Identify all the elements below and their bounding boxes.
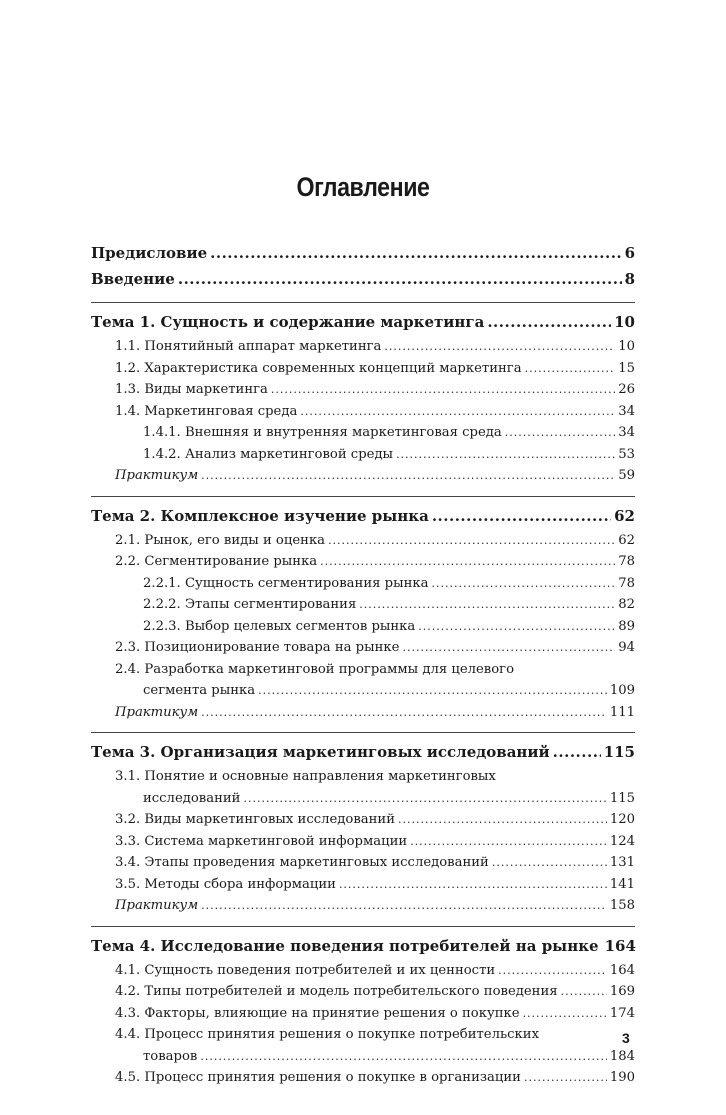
toc-page-number: 131 [609, 855, 635, 870]
toc-item[interactable] [91, 834, 635, 856]
toc-page-number: 53 [618, 446, 635, 462]
toc-page-number: 111 [609, 704, 635, 720]
toc-page-number: 94 [618, 640, 635, 655]
toc-item[interactable] [91, 963, 635, 985]
toc-page-number: 158 [609, 898, 635, 913]
toc-page-number: 6 [624, 244, 635, 262]
dot-leader [359, 598, 615, 611]
toc-page-number: 82 [618, 597, 635, 612]
toc-entry-text: 4.4. Процесс принятия решения о покупке потребительских [115, 1027, 540, 1042]
toc-chapter-2[interactable] [91, 507, 635, 533]
toc-entry-text: 2.2.1. Сущность сегментирования рынка [143, 575, 429, 591]
toc-entry-text: Тема 3. Организация маркетинговых исследований [91, 743, 550, 761]
toc-page-number: 10 [618, 339, 635, 354]
section-divider [91, 732, 635, 733]
toc-subitem[interactable] [91, 619, 635, 641]
toc-item[interactable] [91, 812, 635, 834]
dot-leader [553, 743, 601, 761]
toc-entry-text: 3.3. Система маркетинговой информации [115, 833, 408, 849]
toc-entry-text: 1.4.2. Анализ маркетинговой среды [143, 446, 394, 462]
toc-entry-preface[interactable] [91, 244, 635, 270]
toc-entry-text: 1.3. Виды маркетинга [115, 382, 268, 397]
page-title: Оглавление [296, 172, 430, 202]
toc-entry-text: 1.2. Характеристика современных концепций маркетинга [115, 360, 522, 376]
toc-entry-text: Тема 1. Сущность и содержание маркетинга [91, 313, 485, 331]
toc-subitem[interactable] [91, 597, 635, 619]
toc-item-workshop[interactable] [91, 898, 635, 920]
toc-item[interactable] [91, 1006, 635, 1028]
toc-item[interactable] [91, 533, 635, 555]
dot-leader [339, 878, 607, 891]
dot-leader [300, 405, 615, 418]
toc-entry-text-continued: сегмента рынка [143, 683, 256, 698]
toc-page-number: 34 [618, 425, 635, 440]
toc-page-number: 62 [618, 532, 635, 548]
dot-leader [398, 813, 607, 826]
toc-page-number: 109 [609, 683, 635, 698]
dot-leader [201, 469, 615, 482]
dot-leader [418, 620, 615, 633]
toc-page-number: 34 [618, 403, 635, 419]
toc-chapter-3[interactable] [91, 743, 635, 769]
toc-page-number: 78 [618, 575, 635, 591]
dot-leader [328, 534, 615, 547]
toc-entry-text: Практикум [115, 898, 199, 913]
toc-item-workshop[interactable] [91, 468, 635, 490]
toc-entry-text: Практикум [115, 704, 199, 720]
dot-leader [201, 706, 607, 719]
toc-entry-text: 3.1. Понятие и основные направления маркетинговых [115, 769, 496, 784]
toc-item[interactable] [91, 382, 635, 404]
toc-entry-text: 4.3. Факторы, влияющие на принятие решения о покупке [115, 1005, 520, 1021]
toc-page-number: 26 [618, 382, 635, 397]
dot-leader [178, 270, 622, 288]
dot-leader [487, 313, 611, 331]
toc-page-number: 115 [603, 743, 635, 761]
toc-entry-text: 2.2.2. Этапы сегментирования [143, 597, 357, 612]
dot-leader [201, 899, 607, 912]
toc-page-number: 78 [618, 554, 635, 569]
toc-chapter-1[interactable] [91, 313, 635, 339]
toc-entry-text: 2.2.3. Выбор целевых сегментов рынка [143, 618, 416, 634]
toc-entry-text: Тема 2. Комплексное изучение рынка [91, 506, 429, 525]
toc-page-number: 141 [609, 876, 635, 892]
dot-leader [271, 383, 615, 396]
toc-entry-text: 1.4.1. Внешняя и внутренняя маркетинговая среда [143, 425, 502, 440]
dot-leader [505, 426, 615, 439]
dot-leader [492, 856, 607, 869]
section-divider [91, 496, 635, 497]
dot-leader [200, 1050, 607, 1063]
toc-page-number: 15 [618, 360, 635, 376]
toc-page-number: 62 [614, 506, 635, 525]
dot-leader [432, 507, 611, 525]
toc-item-multiline[interactable] [91, 1027, 635, 1070]
toc-entry-text: Практикум [115, 468, 199, 483]
toc-page-number: 174 [609, 1005, 635, 1021]
toc-entry-intro[interactable] [91, 270, 635, 296]
toc-entry-text: 3.2. Виды маркетинговых исследований [115, 812, 395, 827]
toc-page-number: 169 [609, 984, 635, 999]
toc-item[interactable] [91, 361, 635, 383]
toc-item[interactable] [91, 877, 635, 899]
toc-entry-text: 4.5. Процесс принятия решения о покупке в организации [115, 1070, 521, 1085]
toc-item-multiline[interactable] [91, 769, 635, 812]
toc-page-number: 8 [624, 270, 635, 288]
dot-leader [320, 555, 615, 568]
toc-item[interactable] [91, 984, 635, 1006]
toc-page-number: 120 [609, 812, 635, 827]
dot-leader [258, 684, 607, 697]
toc-entry-text: 4.2. Типы потребителей и модель потребительского поведения [115, 984, 558, 999]
toc-item-multiline[interactable] [91, 662, 635, 705]
dot-leader [396, 448, 615, 461]
toc-entry-text-continued: исследований [143, 790, 241, 806]
toc-page-number: 124 [609, 833, 635, 849]
dot-leader [384, 340, 615, 353]
toc-item[interactable] [91, 1070, 635, 1092]
dot-leader [525, 362, 616, 375]
toc-page-number: 184 [609, 1048, 635, 1064]
page-number: 3 [622, 1030, 630, 1046]
section-divider [91, 302, 635, 303]
table-of-contents [91, 244, 635, 1092]
dot-leader [561, 985, 607, 998]
toc-item[interactable] [91, 404, 635, 426]
toc-subitem[interactable] [91, 447, 635, 469]
dot-leader [498, 964, 607, 977]
toc-page-number: 190 [609, 1070, 635, 1085]
toc-entry-text: 3.4. Этапы проведения маркетинговых исследований [115, 855, 489, 870]
toc-page-number: 89 [618, 618, 635, 634]
section-divider [91, 926, 635, 927]
toc-subitem[interactable] [91, 576, 635, 598]
toc-entry-text: 1.4. Маркетинговая среда [115, 403, 298, 419]
toc-entry-text: 2.4. Разработка маркетинговой программы для целевого [115, 661, 515, 677]
toc-entry-text: Введение [91, 270, 175, 288]
toc-entry-text: Тема 4. Исследование поведения потребителей на рынке [91, 936, 599, 955]
toc-entry-text-continued: товаров [143, 1048, 198, 1064]
toc-item[interactable] [91, 640, 635, 662]
toc-entry-text: Предисловие [91, 244, 208, 262]
toc-page-number: 59 [618, 468, 635, 483]
toc-entry-text: 2.2. Сегментирование рынка [115, 554, 318, 569]
dot-leader [243, 792, 606, 805]
dot-leader [523, 1007, 607, 1020]
toc-page-number: 10 [614, 313, 635, 331]
toc-page-number: 115 [609, 790, 635, 806]
toc-entry-text: 4.1. Сущность поведения потребителей и их ценности [115, 962, 496, 978]
toc-item[interactable] [91, 554, 635, 576]
toc-entry-text: 3.5. Методы сбора информации [115, 876, 336, 892]
toc-item[interactable] [91, 339, 635, 361]
toc-entry-text: 1.1. Понятийный аппарат маркетинга [115, 339, 382, 354]
toc-entry-text: 2.1. Рынок, его виды и оценка [115, 532, 326, 548]
toc-item[interactable] [91, 855, 635, 877]
toc-subitem[interactable] [91, 425, 635, 447]
toc-entry-text: 2.3. Позиционирование товара на рынке [115, 640, 400, 655]
dot-leader [524, 1071, 607, 1084]
toc-page-number: 164 [604, 936, 636, 955]
toc-item-workshop[interactable] [91, 705, 635, 727]
toc-page-number: 164 [609, 962, 635, 978]
dot-leader [402, 641, 615, 654]
dot-leader [210, 244, 621, 262]
dot-leader [431, 577, 615, 590]
dot-leader [410, 835, 607, 848]
toc-chapter-4[interactable] [91, 937, 635, 963]
